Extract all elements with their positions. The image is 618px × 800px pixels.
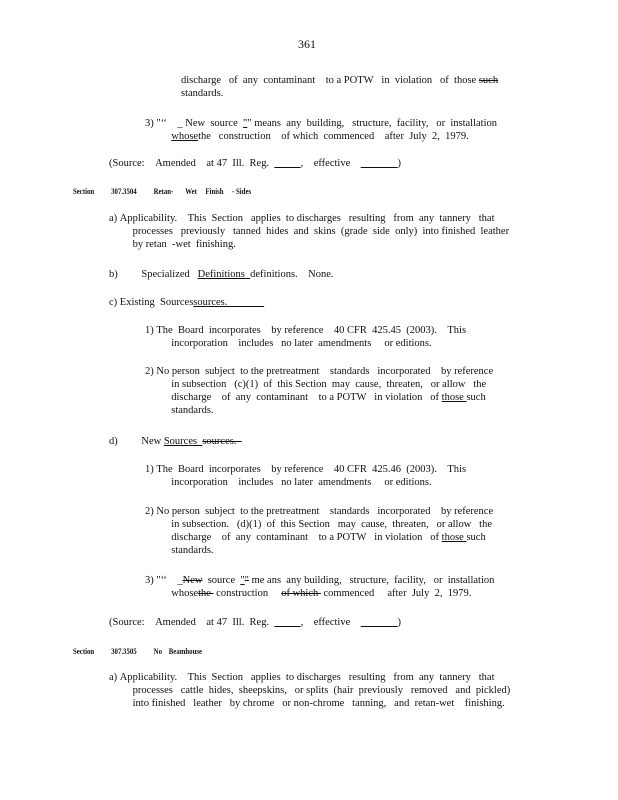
para-top-new-source: 3) "‘‘ _ New source "" means any building, structure, facility, or installation whosethe construction of which commenced after July 2, 1979. (145, 118, 497, 142)
existing-sources-heading: c) Existing Sourcessources. (109, 297, 265, 308)
section-heading-3504: Section 307.3504 Retan- Wet Finish - Sides (73, 187, 252, 196)
new-sources-item-3: 3) "‘‘ _New source "" me ans any building, structure, facility, or installation whosethe construction of which commenced after July 2, 1979. (145, 575, 495, 599)
applicability-3504: a) Applicability. This Section applies to discharges resulting from any tannery that processes previously tanned hides and skins (grade side only) into finished leather by retan -wet finishing. (109, 213, 510, 250)
page-number: 361 (298, 37, 316, 51)
existing-sources-item-2: 2) No person subject to the pretreatment standards incorporated by reference in subsection (c)(1) of this Section may cause, threaten, or allow the discharge of any contaminant to a POTW in violation of those such standards. (145, 366, 494, 416)
new-sources-item-1: 1) The Board incorporates by reference 40 CFR 425.46 (2003). This incorporation includes no later amendments or editions. (145, 464, 467, 488)
existing-sources-item-1: 1) The Board incorporates by reference 40 CFR 425.45 (2003). This incorporation includes no later amendments or editions. (145, 325, 467, 349)
definitions-3504: b) Specialized Definitions definitions. None. (109, 269, 334, 280)
section-heading-3505: Section 307.3505 No Beamhouse (73, 647, 203, 656)
source-note-1: (Source: Amended at 47 Ill. Reg. , effective ) (109, 158, 401, 169)
para-top-discharge: discharge of any contaminant to a POTW in violation of those such standards. (181, 75, 499, 99)
new-sources-item-2: 2) No person subject to the pretreatment standards incorporated by reference in subsection. (d)(1) of this Section may cause, threaten, or allow the discharge of any contaminant to a POTW in violation of those such standards. (145, 506, 494, 556)
applicability-3505: a) Applicability. This Section applies to discharges resulting from any tannery that processes cattle hides, sheepskins, or splits (hair previously removed and pickled) into finished leather by chrome or non-chrome tanning, and retan-wet finishing. (109, 672, 511, 709)
source-note-2: (Source: Amended at 47 Ill. Reg. , effective ) (109, 617, 401, 628)
new-sources-heading: d) New Sources sources. (109, 436, 242, 447)
